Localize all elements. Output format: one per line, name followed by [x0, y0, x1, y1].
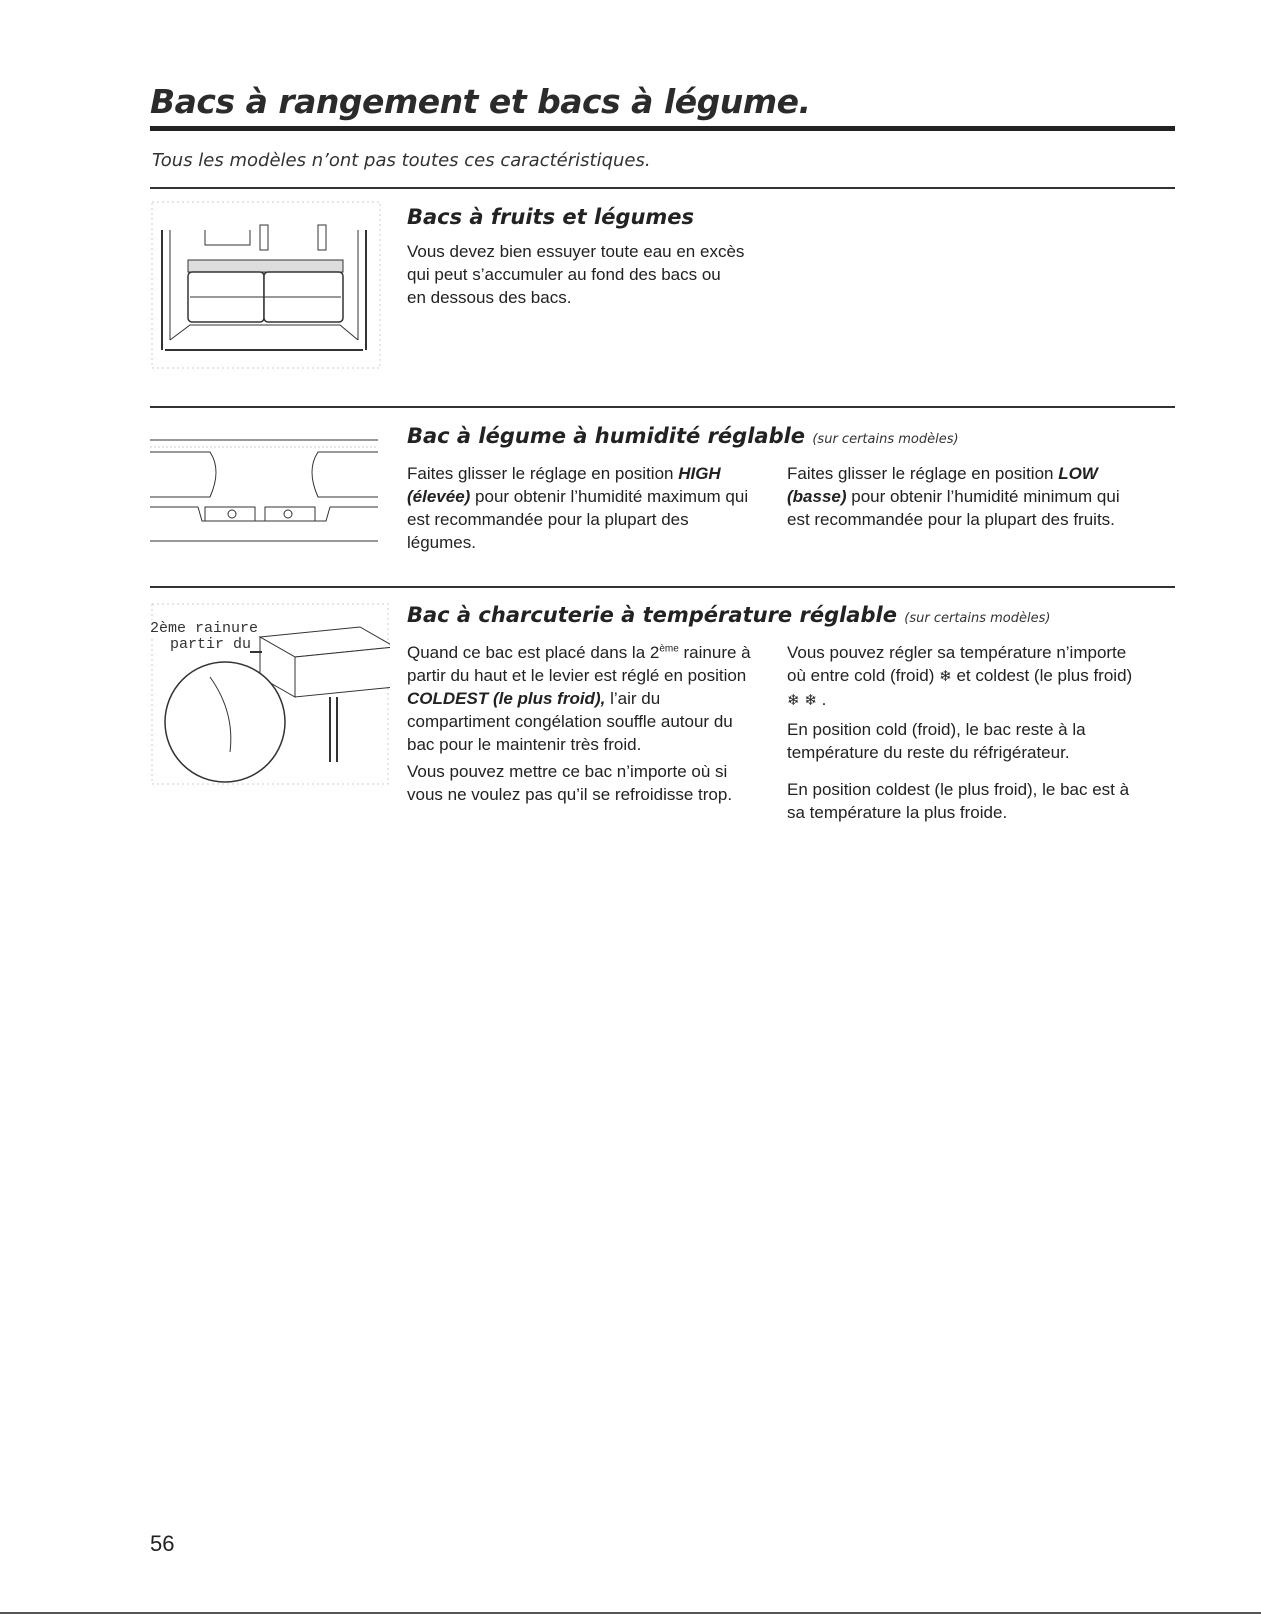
section-title-deli-pan — [407, 603, 1050, 627]
crisper-drawers-illustration — [150, 200, 382, 370]
setting-low: LOW — [1058, 464, 1098, 483]
text-line: Vous devez bien essuyer toute eau en excès — [407, 242, 745, 261]
deli-pan-illustration — [150, 602, 390, 787]
snowflake-icon: ❄ — [939, 668, 952, 685]
snowflake-icon: ❄ — [804, 692, 817, 709]
section-title-humidity-crisper — [407, 424, 959, 448]
deli-pan-anywhere-text: Vous pouvez mettre ce bac n’importe où si vous ne voulez pas qu’il se refroidisse trop. — [407, 762, 733, 804]
section-divider — [150, 187, 1175, 189]
figure-label-groove: 2ème rainure — [150, 620, 259, 637]
setting-low-fr: (basse) — [787, 487, 847, 506]
setting-high-fr: (élevée) — [407, 487, 471, 506]
humidity-control-illustration — [150, 425, 382, 555]
setting-coldest: COLDEST (le plus froid), — [407, 689, 606, 708]
bottom-rule — [0, 1612, 1261, 1614]
models-note: (sur certains modèles) — [904, 611, 1051, 626]
text-line: en dessous des bacs. — [407, 288, 572, 307]
snowflake-icon: ❄ — [787, 692, 800, 709]
section-divider — [150, 406, 1175, 408]
section-divider — [150, 586, 1175, 588]
models-note: (sur certains modèles) — [812, 432, 959, 447]
title-rule — [150, 126, 1175, 131]
deli-pan-coldest-text: En position coldest (le plus froid), le bac est à sa température la plus froide. — [787, 780, 1130, 822]
section-title-fruits-vegetables: Bacs à fruits et légumes — [407, 205, 695, 229]
fruits-vegetables-text — [407, 240, 744, 309]
page-title: Bacs à rangement et bacs à légume. — [150, 82, 811, 121]
page-number: 56 — [150, 1531, 175, 1556]
figure-label-from-top: partir du — [170, 636, 252, 653]
section-title-text: Bac à légume à humidité réglable — [407, 424, 806, 448]
humidity-low-text: Faites glisser le réglage en position LOW (basse) pour obtenir l’humidité minimum qui est recommandée pour la plupart des fruits. — [787, 464, 1120, 529]
humidity-high-text: Faites glisser le réglage en position HIGH (élevée) pour obtenir l’humidité maximum qui est recommandée pour la plupart des légumes. — [407, 464, 749, 552]
deli-pan-placement-text: Quand ce bac est placé dans la 2ème rainure à partir du haut et le levier est réglé en position COLDEST (le plus froid), l’air du compartiment congélation souffle autour du bac pour le maintenir très froid. — [407, 643, 751, 754]
setting-high: HIGH — [678, 464, 721, 483]
text-line: qui peut s’accumuler au fond des bacs ou — [407, 265, 721, 284]
deli-pan-adjust-text: Vous pouvez régler sa température n’importe où entre cold (froid) ❄ et coldest (le plus froid) ❄ ❄ . — [787, 643, 1133, 709]
deli-pan-cold-text: En position cold (froid), le bac reste à la température du reste du réfrigérateur. — [787, 720, 1086, 762]
section-title-text: Bac à charcuterie à température réglable — [407, 603, 897, 627]
page-subtitle: Tous les modèles n’ont pas toutes ces caractéristiques. — [152, 150, 651, 171]
